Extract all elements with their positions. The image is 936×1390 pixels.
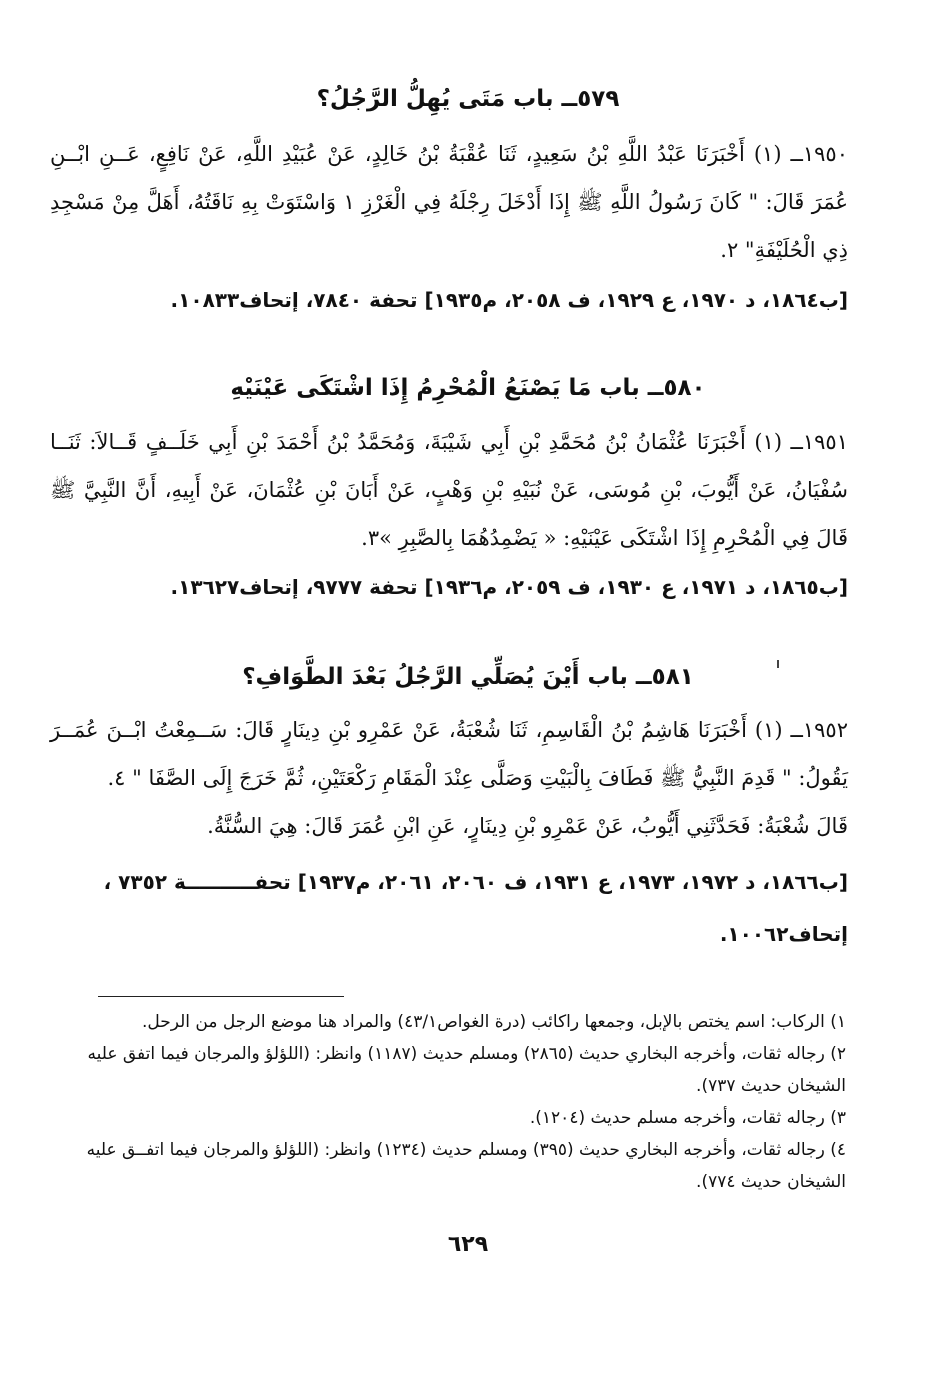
chapter-heading-579: ٥٧٩ــ باب مَتَى يُهِلُّ الرَّجُلُ؟ [316, 86, 620, 112]
hadith-1952-addendum: قَالَ شُعْبَةُ: فَحَدَّثَنِي أَيُّوبُ، عَنْ عَمْرِو بْنِ دِينَارٍ، عَنِ ابْنِ عُمَرَ قَالَ: هِيَ السُّنَّةُ. [207, 814, 848, 838]
footnote-1: ١) الركاب: اسم يختص بالإبل، وجمعها راكائب (درة الغواص٤٣/١) والمراد هنا موضع الرجل من الرحل. [141, 1012, 846, 1032]
hadith-1952: ١٩٥٢ــ (١) أَخْبَرَنَا هَاشِمُ بْنُ الْقَاسِمِ، ثَنَا شُعْبَةُ، عَنْ عَمْرِو بْنِ دِينَارٍ قَالَ: سَــمِعْتُ ابْــنَ عُمَــرَ يَقُولُ: " قَدِمَ النَّبِيُّ ﷺ فَطَافَ بِالْبَيْتِ وَصَلَّى عِنْدَ الْمَقَامِ رَكْعَتَيْنِ، ثُمَّ خَرَجَ إِلَى الصَّفَا " ٤. [50, 718, 848, 790]
footnote-4: ٤) رجاله ثقات، وأخرجه البخاري حديث (٣٩٥) ومسلم حديث (١٢٣٤) وانظر: (اللؤلؤ والمرجان فيما اتفــق عليه الشيخان حديث ٧٧٤). [86, 1140, 846, 1192]
footnote-3: ٣) رجاله ثقات، وأخرجه مسلم حديث (١٢٠٤). [529, 1108, 846, 1128]
chapter-heading-580: ٥٨٠ــ باب مَا يَصْنَعُ الْمُحْرِمُ إِذَا اشْتَكَى عَيْنَيْهِ [230, 375, 706, 401]
hadith-references-1951: [ب١٨٦٥، د ١٩٧١، ع ١٩٣٠، ف ٢٠٥٩، م١٩٣٦] تحفة ٩٧٧٧، إتحاف١٣٦٢٧. [170, 575, 848, 599]
page-number: ٦٢٩ [447, 1232, 489, 1257]
footnote-divider [98, 996, 344, 997]
chapter-heading-581: ٥٨١ــ باب أَيْنَ يُصَلِّي الرَّجُلُ بَعْدَ الطَّوَافِ؟ [242, 664, 694, 690]
hadith-references-1950: [ب١٨٦٤، د ١٩٧٠، ع ١٩٢٩، ف ٢٠٥٨، م١٩٣٥] تحفة ٧٨٤٠، إتحاف١٠٨٣٣. [170, 288, 848, 312]
hadith-1951: ١٩٥١ــ (١) أَخْبَرَنَا عُثْمَانُ بْنُ مُحَمَّدِ بْنِ أَبِي شَيْبَةَ، وَمُحَمَّدُ بْنُ أَحْمَدَ بْنِ أَبِي خَلَــفٍ قَــالاَ: ثَنَــا سُفْيَانُ، عَنْ أَيُّوبَ، بْنِ مُوسَى، عَنْ نُبَيْهِ بْنِ وَهْبٍ، عَنْ أَبَانَ بْنِ عُثْمَانَ، عَنْ أَبِيهِ، أَنَّ النَّبِيَّ ﷺ قَالَ فِي الْمُحْرِمِ إِذَا اشْتَكَى عَيْنَيْهِ: « يَضْمِدُهُمَا بِالصَّبِرِ »٣. [50, 430, 848, 550]
footnote-2: ٢) رجاله ثقات، وأخرجه البخاري حديث (٢٨٦٥) ومسلم حديث (١١٨٧) وانظر: (اللؤلؤ والمرجان فيما اتفق عليه الشيخان حديث ٧٣٧). [87, 1044, 846, 1096]
hadith-references-1952: [ب١٨٦٦، د ١٩٧٢، ١٩٧٣، ع ١٩٣١، ف ٢٠٦٠، ٢٠٦١، م١٩٣٧] تحفــــــــــة ٧٣٥٢ ، إتحاف١٠٠٦٢. [103, 870, 848, 946]
footnotes [38, 1006, 846, 1198]
hadith-1950: ١٩٥٠ــ (١) أَخْبَرَنَا عَبْدُ اللَّهِ بْنُ سَعِيدٍ، ثَنَا عُقْبَةُ بْنُ خَالِدٍ، عَنْ عُبَيْدِ اللَّهِ، عَنْ نَافِعٍ، عَــنِ ابْــنِ عُمَرَ قَالَ: " كَانَ رَسُولُ اللَّهِ ﷺ إِذَا أَدْخَلَ رِجْلَهُ فِي الْغَرْزِ ١ وَاسْتَوَتْ بِهِ نَاقَتُهُ، أَهَلَّ مِنْ مَسْجِدِ ذِي الْحُلَيْفَةِ" ٢. [50, 142, 848, 262]
